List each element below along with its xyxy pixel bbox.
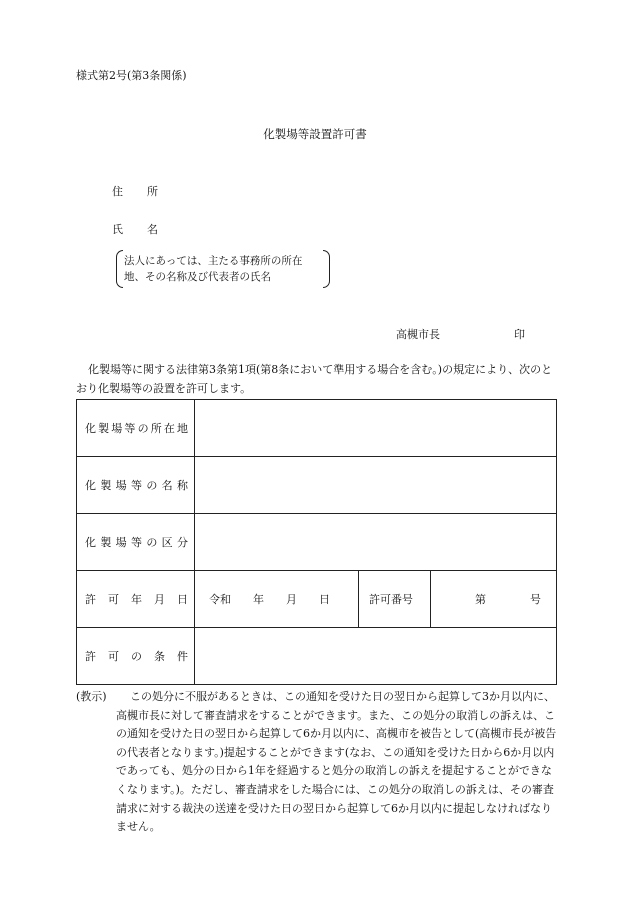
label-char: 可 <box>108 593 119 606</box>
year-unit: 年 <box>253 593 264 606</box>
label-char: 区 <box>161 536 173 549</box>
corporate-note <box>116 250 330 288</box>
label-char: 所 <box>150 422 162 435</box>
seal-mark: 印 <box>514 328 525 341</box>
label-char: 等 <box>124 422 136 435</box>
label-char: 場 <box>115 479 127 492</box>
left-bracket <box>116 250 123 288</box>
table-row <box>77 457 557 514</box>
document-title: 化製場等設置許可書 <box>263 127 367 141</box>
right-bracket <box>323 250 330 288</box>
permit-number-label: 許可番号 <box>359 571 431 627</box>
conditions-label <box>77 628 195 685</box>
label-char: の <box>146 536 158 549</box>
facility-name-label <box>77 457 195 514</box>
label-char: 製 <box>100 536 112 549</box>
location-label <box>77 400 195 457</box>
label-char: 許 <box>85 593 96 606</box>
label-char: 年 <box>131 593 142 606</box>
name-label <box>112 221 158 237</box>
number-suffix: 号 <box>530 593 541 606</box>
address-label-char: 所 <box>147 185 158 198</box>
location-value[interactable] <box>195 400 557 457</box>
permit-date-label <box>77 571 195 628</box>
label-char: 等 <box>130 536 142 549</box>
instructions-heading: (教示) <box>76 690 107 703</box>
table-row <box>77 514 557 571</box>
label-char: 名 <box>161 479 173 492</box>
label-char: の <box>146 479 158 492</box>
label-char: 化 <box>85 422 96 435</box>
label-char: 分 <box>176 536 188 549</box>
conditions-value[interactable] <box>195 628 557 685</box>
category-label <box>77 514 195 571</box>
number-prefix: 第 <box>475 593 486 606</box>
label-char: 日 <box>177 593 188 606</box>
label-char: 等 <box>130 479 142 492</box>
label-char: 月 <box>154 593 165 606</box>
address-label-char: 住 <box>112 185 123 198</box>
label-char: 在 <box>163 422 175 435</box>
corporate-note-line: 地、その名称及び代表者の氏名 <box>124 271 271 283</box>
label-char: 製 <box>100 479 112 492</box>
label-char: の <box>131 650 142 663</box>
table-row <box>77 571 557 628</box>
table-row <box>77 400 557 457</box>
label-char: 製 <box>98 422 110 435</box>
table-row <box>77 628 557 685</box>
label-char: 称 <box>176 479 188 492</box>
label-char: 場 <box>111 422 123 435</box>
label-char: 条 <box>154 650 165 663</box>
issuer-title: 高槻市長 <box>396 328 440 341</box>
permit-number-value[interactable] <box>431 571 556 627</box>
address-label <box>112 183 158 199</box>
label-char: 場 <box>115 536 127 549</box>
label-char: 化 <box>85 536 96 549</box>
label-char: 地 <box>176 422 188 435</box>
era: 令和 <box>209 593 231 606</box>
label-char: 可 <box>108 650 119 663</box>
day-unit: 日 <box>319 593 330 606</box>
name-label-char: 名 <box>147 223 158 236</box>
category-value[interactable] <box>195 514 557 571</box>
permit-date-value[interactable] <box>195 571 359 627</box>
label-char: 件 <box>177 650 188 663</box>
label-char: 化 <box>85 479 96 492</box>
form-number: 様式第2号(第3条関係) <box>76 69 187 82</box>
corporate-note-line: 法人にあっては、主たる事務所の所在 <box>124 255 303 267</box>
permission-statement: 化製場等に関する法律第3条第1項(第8条において準用する場合を含む。)の規定により、次のとおり化製場等の設置を許可します。 <box>76 363 553 395</box>
instructions-text: この処分に不服があるときは、この通知を受けた日の翌日から起算して3か月以内に、高槻市長に対して審査請求をすることができます。また、この処分の取消しの訴えは、この通知を受けた日の翌日から起算して6か月以内に、高槻市を被告として(高槻市長が被告の代表者となります。)提起することができます(なお、この通知を受けた日から6か月以内であっても、処分の日から1年を経過すると処分の取消しの訴えを提起することができなくなります。)。ただし、審査請求をした場合には、この処分の取消しの訴えは、その審査請求に対する裁決の送達を受けた日の翌日から起算して6か月以内に提起しなければなりません。 <box>116 690 557 834</box>
permit-date-row <box>195 571 557 628</box>
month-unit: 月 <box>286 593 297 606</box>
label-char: の <box>137 422 149 435</box>
name-label-char: 氏 <box>112 223 123 236</box>
label-char: 許 <box>85 650 96 663</box>
facility-name-value[interactable] <box>195 457 557 514</box>
permit-table <box>76 399 557 685</box>
